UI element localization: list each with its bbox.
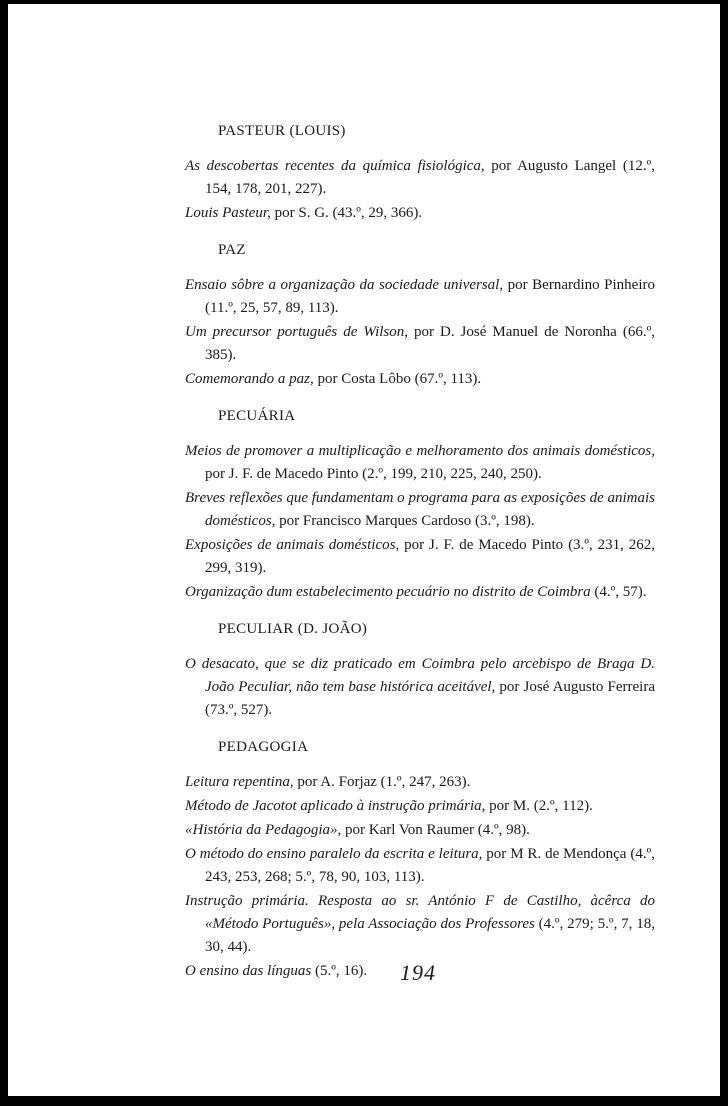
entry-reference: por José Augusto Ferreira (73.º, 527). (205, 679, 655, 718)
index-entry (185, 581, 655, 604)
index-entry (185, 843, 655, 889)
entry-title: O método do ensino paralelo da escrita e leitura, (185, 846, 483, 862)
entry-title: Breves reflexões que fundamentam o programa para as exposições de animais domésticos, (185, 490, 655, 529)
index-entry (185, 653, 655, 722)
index-page (185, 120, 655, 984)
index-entry (185, 534, 655, 580)
entry-title: Um precursor português de Wilson, (185, 324, 408, 340)
index-entry (185, 368, 655, 391)
entry-reference: por S. G. (43.º, 29, 366). (270, 205, 423, 221)
entry-title: Organização dum estabelecimento pecuário no distrito de Coimbra (185, 584, 591, 600)
entry-reference: por Augusto Langel (12.º, 154, 178, 201, 227). (205, 158, 655, 197)
entry-title: Instrução primária. Resposta ao sr. António F de Castilho, àcêrca do «Método Português», pela Associação dos Professores (185, 893, 655, 932)
index-entry (185, 771, 655, 794)
entry-reference: (4.º, 279; 5.º, 7, 18, 30, 44). (205, 916, 655, 955)
entry-title: Leitura repentina, (185, 774, 294, 790)
entry-reference: por Francisco Marques Cardoso (3.º, 198). (275, 513, 535, 529)
entry-reference: por J. F. de Macedo Pinto (2.º, 199, 210, 225, 240, 250). (205, 466, 542, 482)
index-entry (185, 890, 655, 959)
entry-title: O desacato, que se diz praticado em Coimbra pelo arcebispo de Braga D. João Peculiar, não tem base histórica aceitável, (185, 656, 655, 695)
entry-reference: (4.º, 57). (590, 584, 647, 600)
section-heading: PEDAGOGIA (218, 739, 309, 755)
index-entry (185, 274, 655, 320)
entry-reference: (5.º, 16). (311, 963, 368, 979)
index-entry (185, 487, 655, 533)
entry-reference: por M. (2.º, 112). (485, 798, 593, 814)
entry-title: Exposições de animais domésticos, (185, 537, 400, 553)
index-entry (185, 202, 655, 225)
entry-title: Comemorando a paz, (185, 371, 314, 387)
entry-reference: por Costa Lôbo (67.º, 113). (313, 371, 482, 387)
entry-reference: por D. José Manuel de Noronha (66.º, 385). (205, 324, 655, 363)
section-heading: PAZ (218, 242, 246, 258)
entry-reference: por Bernardino Pinheiro (11.º, 25, 57, 89, 113). (205, 277, 655, 316)
entry-reference: por Karl Von Raumer (4.º, 98). (341, 822, 530, 838)
index-entry (185, 819, 655, 842)
entry-title: «História da Pedagogia», (185, 822, 342, 838)
section-heading: PECUÁRIA (218, 408, 296, 424)
entry-reference: por J. F. de Macedo Pinto (3.º, 231, 262, 299, 319). (205, 537, 655, 576)
section-heading: PASTEUR (LOUIS) (218, 123, 346, 139)
section-heading: PECULIAR (D. JOÃO) (218, 621, 368, 637)
entry-title: Louis Pasteur, (185, 205, 271, 221)
entry-title: O ensino das línguas (185, 963, 312, 979)
entry-title: As descobertas recentes da química fisiológica, (185, 158, 485, 174)
entry-title: Método de Jacotot aplicado à instrução primária, (185, 798, 486, 814)
entry-reference: por M R. de Mendonça (4.º, 243, 253, 268; 5.º, 78, 90, 103, 113). (205, 846, 655, 885)
index-entry (185, 321, 655, 367)
entry-title: Meios de promover a multiplicação e melhoramento dos animais domésticos, (185, 443, 655, 459)
entry-reference: por A. Forjaz (1.º, 247, 263). (293, 774, 471, 790)
index-entry (185, 795, 655, 818)
index-entry (185, 440, 655, 486)
index-entry (185, 155, 655, 201)
entry-title: Ensaio sôbre a organização da sociedade universal, (185, 277, 504, 293)
page-number: 194 (400, 960, 436, 985)
